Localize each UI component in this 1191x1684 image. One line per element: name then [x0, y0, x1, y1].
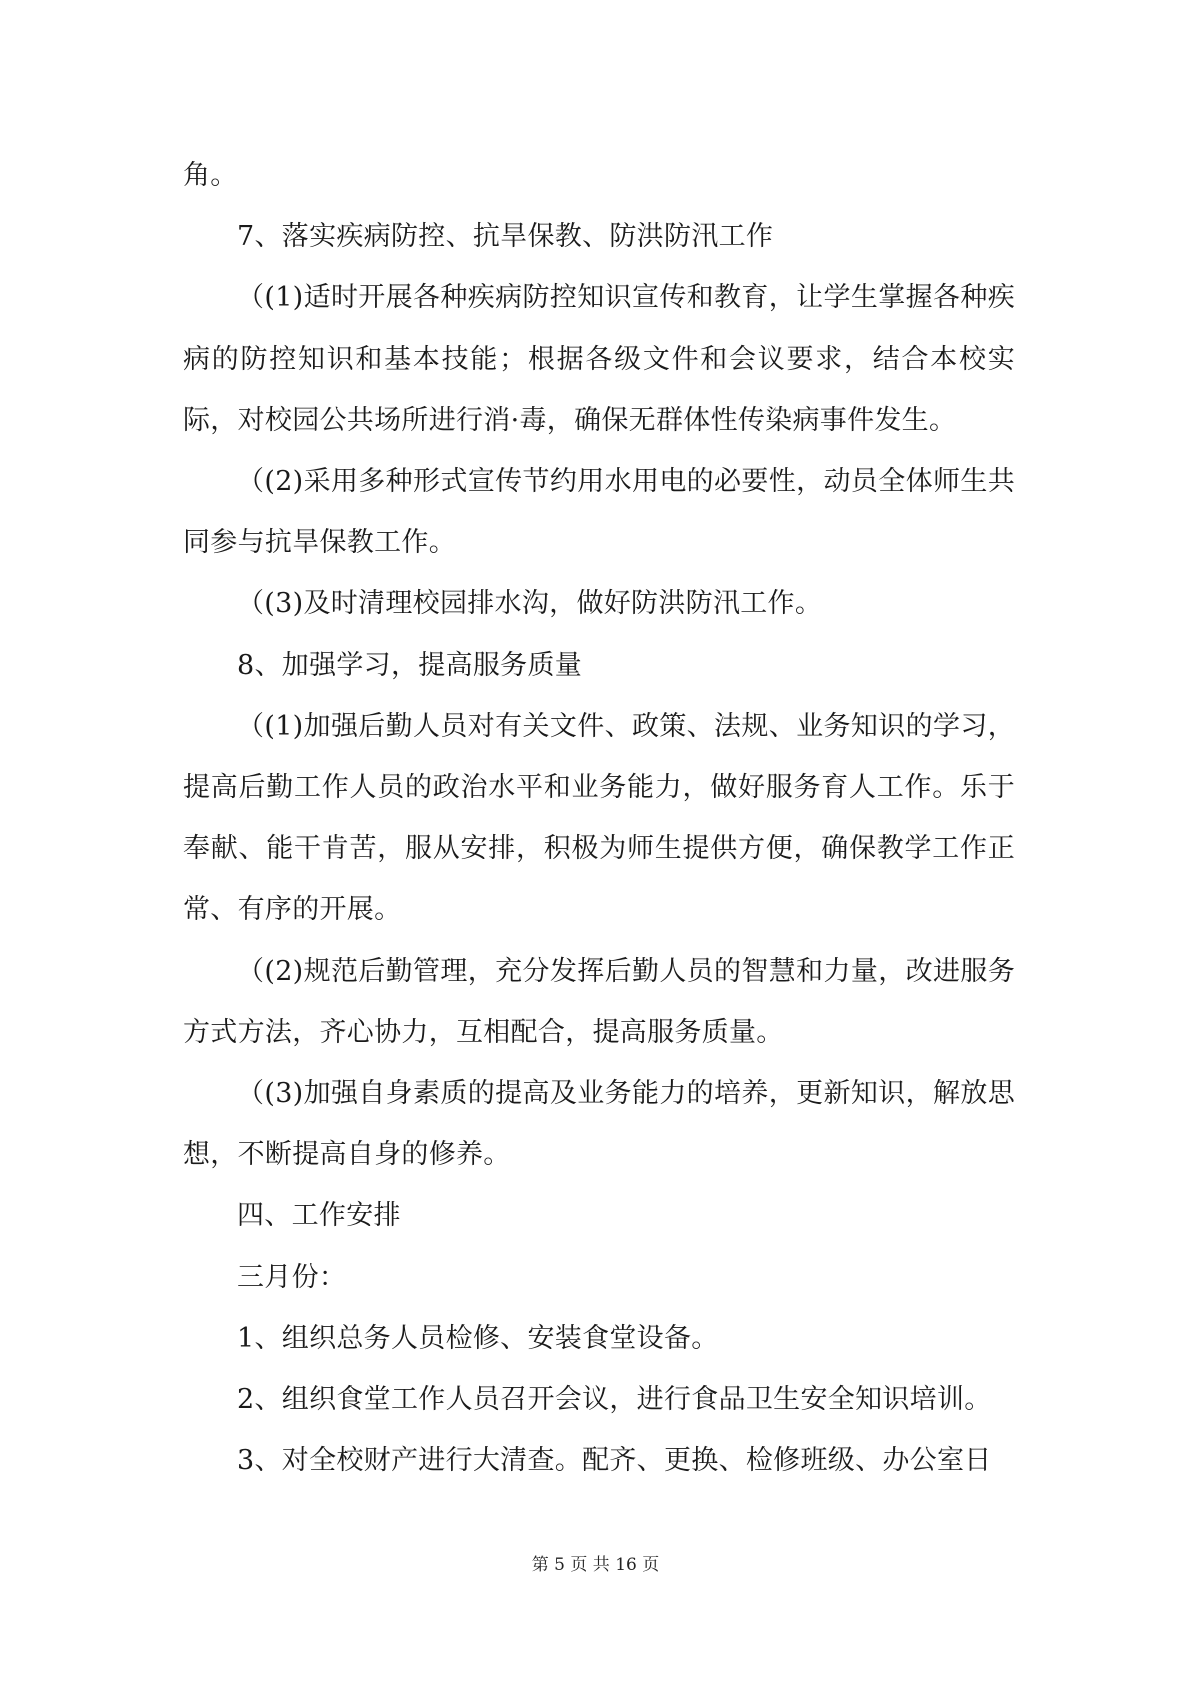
subheading: 三月份： — [237, 1261, 347, 1293]
list-item: 3、对全校财产进行大清查。配齐、更换、检修班级、办公室日 — [237, 1445, 992, 1477]
section-heading: 7、落实疾病防控、抗旱保教、防洪防汛工作 — [237, 221, 774, 253]
paragraph: （(1)适时开展各种疾病防控知识宣传和教育，让学生掌握各种疾病的防控知识和基本技能；根据各级文件和会议要求，结合本校实际，对校园公共场所进行消·毒，确保无群体性传染病事件发生。 — [183, 282, 1015, 436]
paragraph: 角。 — [183, 160, 238, 191]
list-item: 1、组织总务人员检修、安装食堂设备。 — [237, 1322, 719, 1354]
paragraph: （(2)采用多种形式宣传节约用水用电的必要性，动员全体师生共同参与抗旱保教工作。 — [183, 466, 1015, 559]
list-item: 2、组织食堂工作人员召开会议，进行食品卫生安全知识培训。 — [237, 1384, 992, 1416]
paragraph: （(1)加强后勤人员对有关文件、政策、法规、业务知识的学习，提高后勤工作人员的政治水平和业务能力，做好服务育人工作。乐于奉献、能干肯苦，服从安排，积极为师生提供方便，确保教学工作正常、有序的开展。 — [183, 710, 1015, 926]
section-heading: 8、加强学习，提高服务质量 — [237, 649, 583, 681]
paragraph: （(3)及时清理校园排水沟，做好防洪防汛工作。 — [237, 588, 823, 620]
section-heading: 四、工作安排 — [237, 1200, 401, 1232]
paragraph: （(2)规范后勤管理，充分发挥后勤人员的智慧和力量，改进服务方式方法，齐心协力，互相配合，提高服务质量。 — [183, 955, 1015, 1048]
page-number: 第 5 页 共 16 页 — [531, 1555, 660, 1575]
paragraph: （(3)加强自身素质的提高及业务能力的培养，更新知识，解放思想，不断提高自身的修养。 — [183, 1078, 1015, 1171]
document-body — [183, 145, 1015, 1491]
page-footer — [0, 1553, 1191, 1577]
